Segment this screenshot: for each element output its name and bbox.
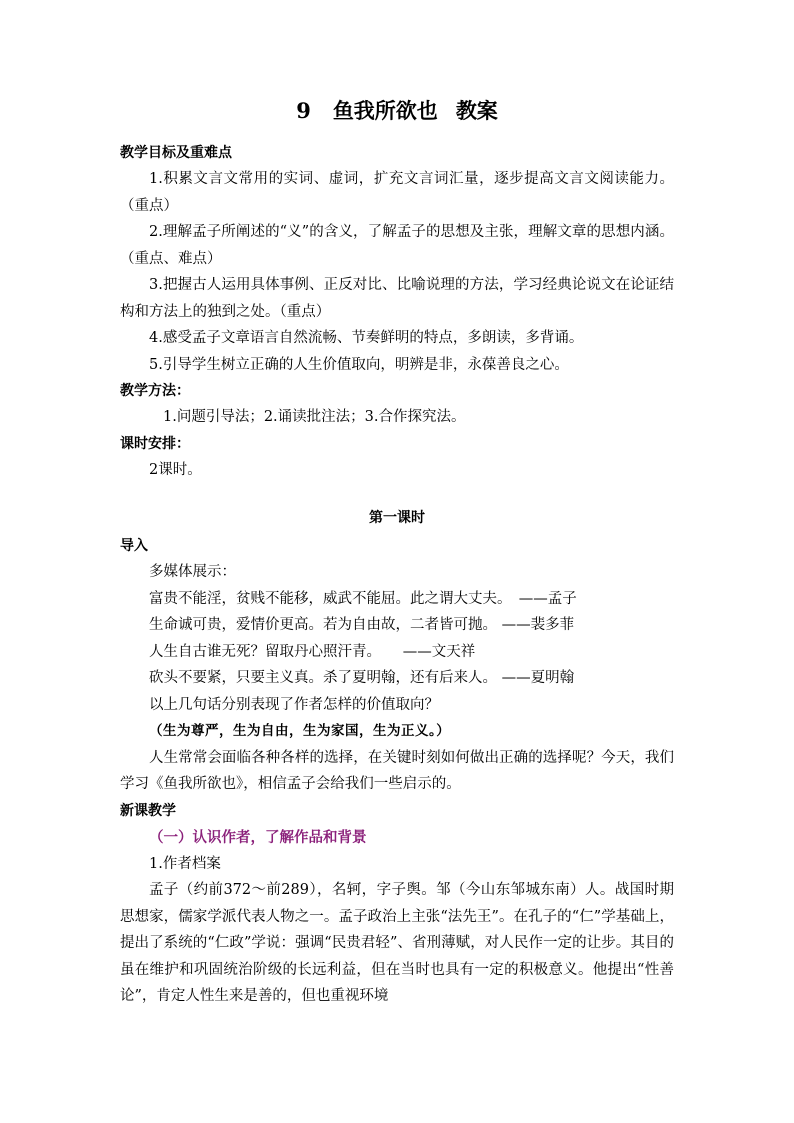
methods-heading: 教学方法： [120,383,190,399]
section-heading: （一）认识作者，了解作品和背景 [149,828,367,846]
new-lesson-heading: 新课教学 [120,802,176,819]
quote-line: 砍头不要紧，只要主义真。杀了夏明翰，还有后来人。 ——夏明翰 [149,670,575,686]
document-title [120,96,674,126]
objective-item: 4.感受孟子文章语言自然流畅、节奏鲜明的特点，多朗读，多背诵。 [149,330,584,346]
transition-text: 人生常常会面临各种各样的选择，在关键时刻如何做出正确的选择呢？今天，我们学习《鱼我所欲也》，相信孟子会给我们一些启示的。 [120,749,674,792]
author-text: 孟子（约前372～前289），名轲，字子舆。邹（今山东邹城东南）人。战国时期思想家，儒家学派代表人物之一。孟子政治上主张“法先王”。在孔子的“仁”学基础上，提出了系统的“仁政”学说：强调“民贵君轻”、省刑薄赋，对人民作一定的让步。其目的虽在维护和巩固统治阶级的长远利益，但在当时也具有一定的积极意义。他提出“性善论”，肯定人性生来是善的，但也重视环境 [120,882,674,1004]
answer-text: （生为尊严，生为自由，生为家国，生为正义。） [149,723,451,739]
intro-heading: 导入 [120,538,148,554]
objective-item: 1.积累文言文常用的实词、虚词，扩充文言词汇量，逐步提高文言文阅读能力。（重点） [120,171,674,214]
title-suffix: 教案 [455,98,498,123]
schedule-heading: 课时安排： [120,435,190,452]
quote-line: 生命诚可贵，爱情价更高。若为自由故，二者皆可抛。 ——裴多菲 [149,617,575,633]
objectives-heading: 教学目标及重难点 [120,145,232,161]
methods-text: 1.问题引导法；2.诵读批注法；3.合作探究法。 [163,409,466,425]
sub-heading: 1.作者档案 [149,855,221,872]
objective-item: 3.把握古人运用具体事例、正反对比、比喻说理的方法，学习经典论说文在论证结构和方法上的独到之处。（重点） [120,277,674,320]
quote-line: 人生自古谁无死？留取丹心照汗青。 ——文天祥 [149,643,476,660]
media-label: 多媒体展示： [149,564,236,580]
quote-line: 富贵不能淫，贫贱不能移，威武不能屈。此之谓大丈夫。 ——孟子 [149,590,577,607]
lesson-number: 9 [296,98,311,123]
lesson1-heading: 第一课时 [369,510,425,526]
objective-item: 5.引导学生树立正确的人生价值取向，明辨是非，永葆善良之心。 [149,356,569,373]
schedule-text: 2课时。 [149,461,202,478]
lesson-name: 鱼我所欲也 [332,98,438,123]
question-text: 以上几句话分别表现了作者怎样的价值取向？ [149,696,439,713]
objective-item: 2.理解孟子所阐述的“义”的含义，了解孟子的思想及主张，理解文章的思想内涵。（重点、难点） [120,224,674,267]
